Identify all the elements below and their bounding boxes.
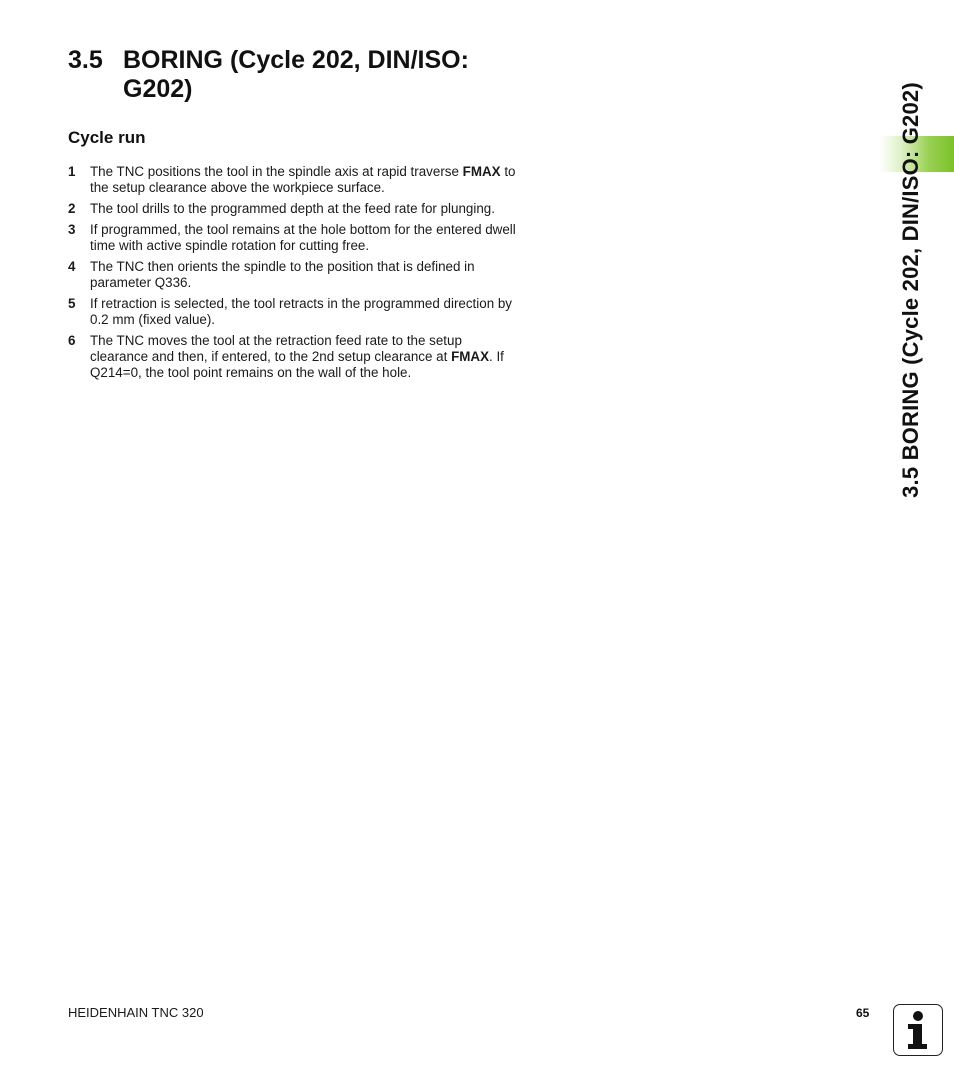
section-title — [68, 46, 469, 104]
cycle-steps-list — [68, 164, 518, 386]
step-text-part: If programmed, the tool remains at the hole bottom for the entered dwell time with active spindle rotation for cutting free. — [90, 221, 516, 253]
cycle-step — [68, 164, 518, 196]
section-title-line1: BORING (Cycle 202, DIN/ISO: — [123, 46, 469, 74]
page-number: 65 — [856, 1006, 870, 1020]
step-text-part: to the setup clearance above the workpiece surface. — [90, 164, 516, 196]
step-text-part: The TNC then orients the spindle to the position that is defined in parameter Q336. — [90, 258, 475, 290]
step-keyword: FMAX — [451, 349, 489, 364]
step-number: 5 — [68, 295, 76, 311]
step-text-part: The TNC positions the tool in the spindle axis at rapid traverse — [90, 164, 463, 179]
step-text-part: The tool drills to the programmed depth at the feed rate for plunging. — [90, 201, 495, 216]
step-text — [90, 333, 518, 382]
subheading-cycle-run: Cycle run — [68, 128, 146, 147]
step-number: 1 — [68, 164, 76, 179]
cycle-step — [68, 222, 518, 254]
step-text — [90, 201, 518, 217]
info-glyph-icon — [894, 1005, 941, 1054]
step-text-part: . If Q214=0, the tool point remains on the wall of the hole. — [90, 349, 504, 381]
step-number: 4 — [68, 258, 76, 274]
step-keyword: FMAX — [462, 164, 501, 179]
step-text — [90, 164, 518, 196]
cycle-step — [68, 296, 518, 328]
step-text-part: The TNC moves the tool at the retraction feed rate to the setup clearance and then, if entered, to the 2nd setup clearance at — [90, 332, 462, 364]
step-number: 6 — [68, 332, 76, 348]
side-running-header-text: 3.5 BORING (Cycle 202, DIN/ISO: G202) — [898, 82, 923, 498]
section-number: 3.5 — [68, 46, 103, 74]
cycle-step — [68, 201, 518, 217]
step-number: 3 — [68, 221, 76, 237]
footer-product-name: HEIDENHAIN TNC 320 — [68, 1005, 204, 1020]
step-number: 2 — [68, 201, 76, 216]
step-text-part: If retraction is selected, the tool retracts in the programmed direction by 0.2 mm (fixed value). — [90, 295, 513, 327]
cycle-step — [68, 333, 518, 382]
cycle-step — [68, 259, 518, 291]
step-text — [90, 259, 518, 291]
section-title-line2: G202) — [123, 75, 193, 103]
step-text — [90, 296, 518, 328]
info-icon — [893, 1004, 943, 1056]
step-text — [90, 222, 518, 254]
